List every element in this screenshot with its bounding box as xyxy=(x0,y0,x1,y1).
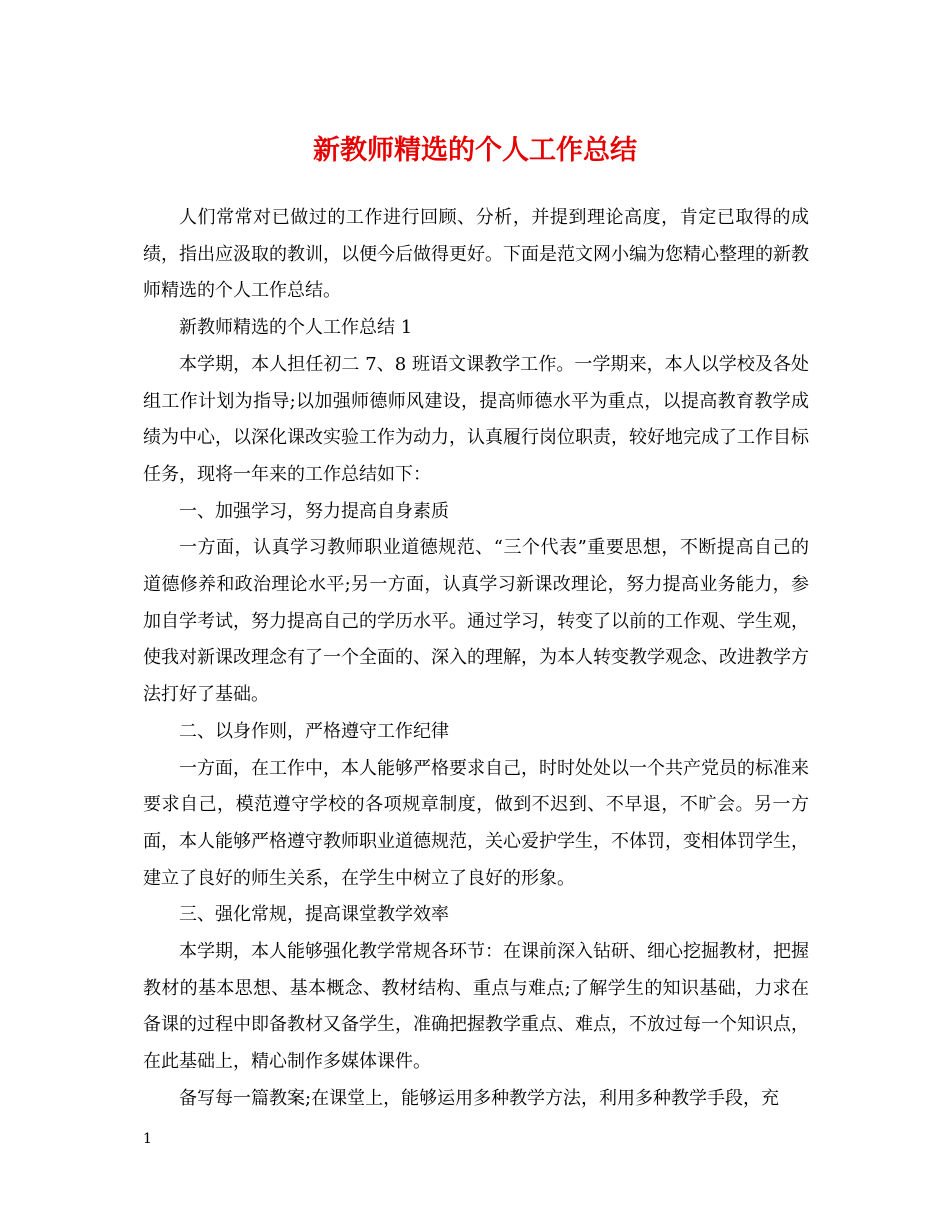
body-paragraph: 本学期，本人能够强化教学常规各环节：在课前深入钻研、细心挖掘教材，把握教材的基本思想、基本概念、教材结构、重点与难点;了解学生的知识基础，力求在备课的过程中即备教材又备学生，准确把握教学重点、难点，不放过每一个知识点，在此基础上，精心制作多媒体课件。 xyxy=(143,941,809,1073)
section-heading-3: 三、强化常规，提高课堂教学效率 xyxy=(179,904,449,926)
section-heading-summary-1: 新教师精选的个人工作总结 1 xyxy=(179,317,413,339)
document-body xyxy=(143,200,809,1118)
body-paragraph: 一方面，认真学习教师职业道德规范、“三个代表”重要思想，不断提高自己的道德修养和政治理论水平;另一方面，认真学习新课改理论，努力提高业务能力，参加自学考试，努力提高自己的学历水平。通过学习，转变了以前的工作观、学生观，使我对新课改理念有了一个全面的、深入的理解，为本人转变教学观念、改进教学方法打好了基础。 xyxy=(143,537,809,706)
section-heading-2: 二、以身作则，严格遵守工作纪律 xyxy=(179,720,449,742)
intro-paragraph: 人们常常对已做过的工作进行回顾、分析，并提到理论高度，肯定已取得的成绩，指出应汲取的教训，以便今后做得更好。下面是范文网小编为您精心整理的新教师精选的个人工作总结。 xyxy=(143,207,809,302)
document-title: 新教师精选的个人工作总结 xyxy=(313,135,637,166)
section-heading-1: 一、加强学习，努力提高自身素质 xyxy=(179,500,449,522)
page-number: 1 xyxy=(143,1131,152,1147)
body-paragraph: 本学期，本人担任初二 7、8 班语文课教学工作。一学期来，本人以学校及各处组工作计划为指导;以加强师德师风建设，提高师德水平为重点，以提高教育教学成绩为中心，以深化课改实验工作为动力，认真履行岗位职责，较好地完成了工作目标任务，现将一年来的工作总结如下： xyxy=(143,353,809,485)
body-paragraph: 一方面，在工作中，本人能够严格要求自己，时时处处以一个共产党员的标准来要求自己，模范遵守学校的各项规章制度，做到不迟到、不早退，不旷会。另一方面，本人能够严格遵守教师职业道德规范，关心爱护学生，不体罚，变相体罚学生，建立了良好的师生关系，在学生中树立了良好的形象。 xyxy=(143,757,809,889)
body-paragraph: 备写每一篇教案;在课堂上，能够运用多种教学方法，利用多种教学手段，充 xyxy=(179,1087,780,1109)
